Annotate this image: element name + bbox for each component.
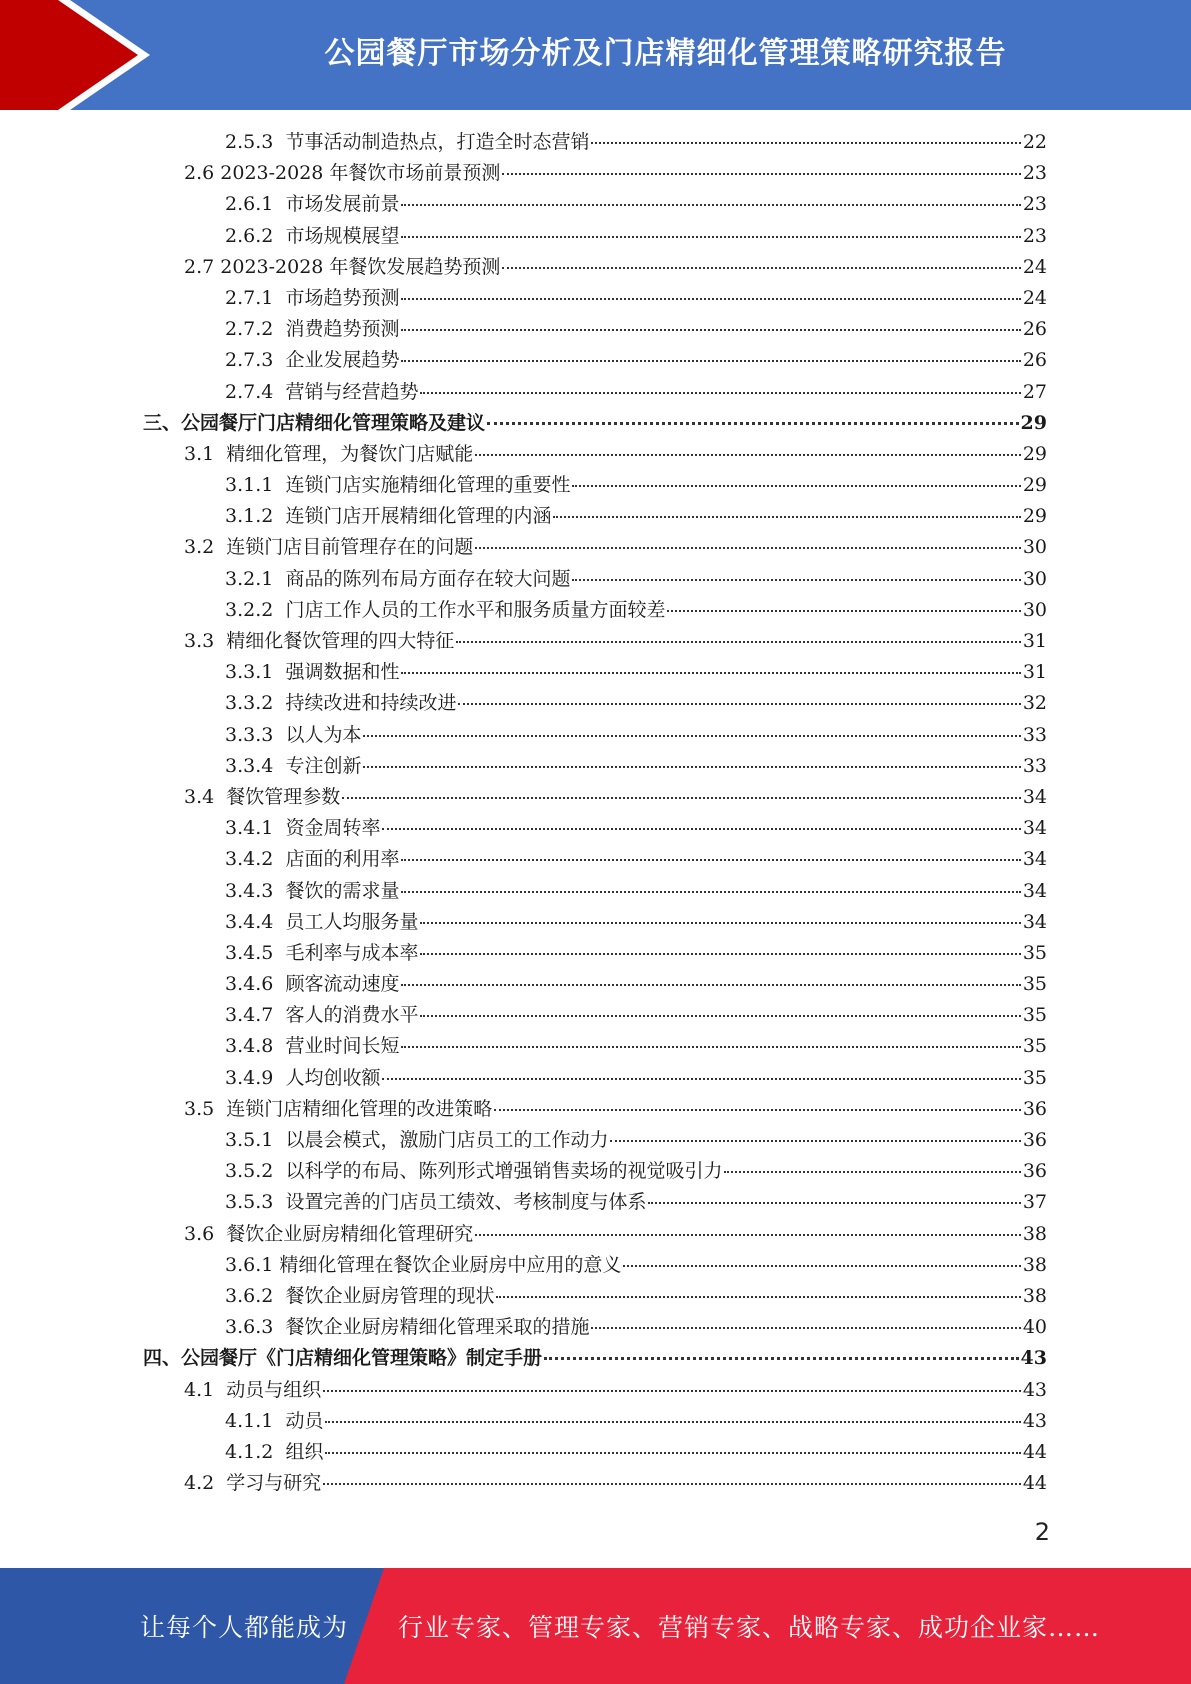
toc-entry-page: 34	[1022, 848, 1047, 871]
toc-entry-title: 连锁门店目前管理存在的问题	[226, 536, 474, 559]
toc-entry-title: 以科学的布局、陈列形式增强销售卖场的视觉吸引力	[285, 1160, 723, 1183]
toc-entry-page: 24	[1022, 255, 1047, 278]
toc-entry-page: 36	[1022, 1097, 1047, 1120]
toc-dot-leader	[572, 485, 1020, 487]
toc-dot-leader	[382, 1078, 1020, 1080]
toc-entry-number: 3.6.1	[225, 1253, 280, 1276]
toc-entry[interactable]	[0, 688, 1191, 719]
toc-entry[interactable]	[0, 252, 1191, 283]
toc-dot-leader	[382, 828, 1020, 830]
toc-dot-leader	[401, 1046, 1020, 1048]
toc-entry-title: 专注创新	[285, 754, 362, 777]
toc-entry-title: 消费趋势预测	[285, 318, 400, 341]
toc-entry[interactable]	[0, 1063, 1191, 1094]
toc-entry-number: 3.4.1	[225, 817, 286, 840]
toc-dot-leader	[401, 891, 1020, 893]
toc-dot-leader	[456, 641, 1021, 643]
toc-entry-title: 店面的利用率	[285, 848, 400, 871]
toc-dot-leader	[325, 1452, 1020, 1454]
toc-entry[interactable]	[0, 439, 1191, 470]
page-footer	[0, 1568, 1191, 1684]
toc-entry-title: 组织	[285, 1440, 324, 1463]
toc-entry[interactable]	[0, 501, 1191, 532]
toc-entry[interactable]	[0, 345, 1191, 376]
toc-entry-page: 23	[1022, 224, 1047, 247]
toc-entry-number: 3.6	[184, 1222, 227, 1245]
report-title: 公园餐厅市场分析及门店精细化管理策略研究报告	[324, 36, 1007, 71]
footer-slogan-right: 行业专家、管理专家、营销专家、战略专家、成功企业家……	[398, 1613, 1101, 1642]
toc-entry-number: 4.2	[184, 1472, 227, 1495]
toc-entry-page: 30	[1022, 598, 1047, 621]
toc-dot-leader	[420, 392, 1020, 394]
toc-entry-number: 3.2	[184, 536, 227, 559]
toc-entry-number: 3.4.5	[225, 941, 286, 964]
toc-entry-number: 四、	[143, 1347, 182, 1370]
toc-entry-page: 34	[1022, 879, 1047, 902]
toc-dot-leader	[420, 922, 1020, 924]
toc-entry[interactable]	[0, 1375, 1191, 1406]
toc-entry-page: 36	[1022, 1129, 1047, 1151]
footer-slogan-left: 让每个人都能成为	[140, 1613, 349, 1642]
toc-entry[interactable]	[0, 532, 1191, 563]
toc-entry[interactable]	[0, 907, 1191, 938]
toc-entry-title: 连锁门店精细化管理的改进策略	[226, 1097, 493, 1120]
toc-dot-leader	[401, 298, 1020, 300]
toc-entry-page: 43	[1020, 1347, 1047, 1370]
toc-entry-title: 资金周转率	[285, 817, 381, 840]
toc-entry-page: 37	[1022, 1191, 1047, 1214]
toc-entry-title: 设置完善的门店员工绩效、考核制度与体系	[285, 1191, 647, 1214]
toc-entry-number: 3.5.1	[225, 1129, 286, 1151]
toc-entry[interactable]	[0, 158, 1191, 189]
toc-entry-title: 动员	[285, 1409, 324, 1432]
toc-entry-page: 43	[1022, 1409, 1047, 1432]
toc-entry-title: 企业发展趋势	[285, 349, 400, 372]
toc-entry-number: 3.3.3	[225, 723, 286, 746]
toc-dot-leader	[401, 329, 1020, 331]
toc-entry-title: 营业时间长短	[285, 1035, 400, 1058]
toc-entry-title: 节事活动制造热点，打造全时态营销	[285, 131, 590, 153]
toc-entry-number: 3.1	[184, 442, 227, 465]
toc-dot-leader	[401, 984, 1020, 986]
toc-dot-leader	[325, 1421, 1020, 1423]
toc-entry-number: 3.4.8	[225, 1035, 286, 1058]
toc-dot-leader	[458, 703, 1020, 705]
toc-dot-leader	[553, 516, 1020, 518]
toc-entry-page: 35	[1022, 1004, 1047, 1027]
toc-entry[interactable]	[0, 751, 1191, 782]
toc-entry-page: 38	[1022, 1253, 1047, 1276]
toc-entry-number: 3.5.2	[225, 1160, 286, 1183]
toc-entry[interactable]	[0, 1094, 1191, 1125]
toc-entry-page: 43	[1022, 1378, 1047, 1401]
toc-entry-title: 连锁门店实施精细化管理的重要性	[285, 474, 571, 497]
toc-entry-page: 29	[1022, 474, 1047, 497]
toc-dot-leader	[363, 766, 1020, 768]
toc-entry-title: 精细化管理，为餐饮门店赋能	[226, 442, 474, 465]
toc-entry-page: 44	[1022, 1472, 1047, 1495]
toc-entry[interactable]	[0, 720, 1191, 751]
toc-dot-leader	[544, 1357, 1019, 1360]
toc-dot-leader	[401, 204, 1020, 206]
toc-entry-number: 3.6.2	[225, 1284, 286, 1307]
toc-entry-page: 33	[1022, 723, 1047, 746]
chevron-icon	[0, 0, 160, 110]
toc-entry[interactable]	[0, 408, 1191, 439]
toc-dot-leader	[475, 454, 1021, 456]
toc-entry[interactable]	[0, 127, 1191, 158]
toc-dot-leader	[591, 1327, 1020, 1329]
toc-entry[interactable]	[0, 1312, 1191, 1343]
toc-entry-number: 3.4.9	[225, 1066, 286, 1089]
toc-dot-leader	[475, 547, 1021, 549]
toc-entry-number: 2.7.2	[225, 318, 286, 341]
toc-entry[interactable]	[0, 470, 1191, 501]
toc-dot-leader	[342, 797, 1021, 799]
toc-entry[interactable]	[0, 782, 1191, 813]
toc-entry-page: 35	[1022, 1035, 1047, 1058]
page-number: 2	[1034, 1518, 1050, 1546]
toc-entry-page: 26	[1022, 318, 1047, 341]
toc-entry[interactable]	[0, 1000, 1191, 1031]
toc-entry-title: 餐饮管理参数	[226, 785, 341, 808]
toc-entry-title: 精细化餐饮管理的四大特征	[226, 630, 455, 652]
toc-dot-leader	[420, 1015, 1020, 1017]
toc-entry[interactable]	[0, 314, 1191, 345]
toc-entry-number: 3.6.3	[225, 1316, 286, 1339]
toc-entry-title: 餐饮企业厨房管理的现状	[285, 1284, 495, 1307]
toc-entry-number: 2.6.1	[225, 193, 286, 216]
toc-dot-leader	[667, 610, 1020, 612]
toc-entry-number: 3.4.7	[225, 1004, 286, 1027]
toc-dot-leader	[502, 173, 1020, 175]
toc-entry-title: 以人为本	[285, 723, 362, 746]
toc-entry-title: 餐饮企业厨房精细化管理研究	[226, 1222, 474, 1245]
toc-entry-number: 3.3.2	[225, 692, 286, 715]
toc-entry-title: 客人的消费水平	[285, 1004, 419, 1027]
toc-entry-title: 持续改进和持续改进	[285, 692, 457, 715]
toc-entry-title: 市场趋势预测	[285, 286, 400, 309]
toc-dot-leader	[475, 1234, 1021, 1236]
toc-entry-title: 员工人均服务量	[285, 910, 419, 933]
toc-dot-leader	[323, 1390, 1021, 1392]
toc-entry-number: 2.6.2	[225, 224, 286, 247]
toc-entry-title: 学习与研究	[226, 1472, 322, 1495]
toc-dot-leader	[648, 1202, 1020, 1204]
toc-entry[interactable]	[0, 1250, 1191, 1281]
toc-entry-number: 3.2.1	[225, 567, 286, 590]
toc-entry[interactable]	[0, 1437, 1191, 1468]
toc-dot-leader	[724, 1171, 1020, 1173]
toc-entry-title: 动员与组织	[226, 1378, 322, 1401]
toc-dot-leader	[572, 579, 1020, 581]
toc-entry-title: 市场规模展望	[285, 224, 400, 247]
toc-entry-number: 三、	[143, 411, 182, 434]
toc-entry[interactable]	[0, 564, 1191, 595]
toc-entry[interactable]	[0, 189, 1191, 220]
toc-entry-number: 2.7.4	[225, 380, 286, 403]
toc-entry[interactable]	[0, 1156, 1191, 1187]
toc-entry[interactable]	[0, 1031, 1191, 1062]
toc-entry-page: 29	[1022, 505, 1047, 528]
toc-entry[interactable]	[0, 626, 1191, 657]
toc-entry[interactable]	[0, 969, 1191, 1000]
toc-entry-title: 精细化管理在餐饮企业厨房中应用的意义	[279, 1253, 622, 1276]
toc-entry-page: 36	[1022, 1160, 1047, 1183]
toc-entry-page: 32	[1022, 692, 1047, 715]
table-of-contents	[0, 127, 1191, 1499]
toc-dot-leader	[487, 422, 1019, 425]
toc-entry-page: 38	[1022, 1284, 1047, 1307]
toc-entry-page: 35	[1022, 973, 1047, 996]
toc-entry-page: 35	[1022, 1066, 1047, 1089]
toc-entry[interactable]	[0, 1281, 1191, 1312]
toc-dot-leader	[420, 953, 1020, 955]
toc-entry-page: 35	[1022, 941, 1047, 964]
toc-entry-title: 人均创收额	[285, 1066, 381, 1089]
toc-entry[interactable]	[0, 1343, 1191, 1374]
toc-entry-page: 23	[1022, 162, 1047, 185]
toc-entry-number: 3.3	[184, 630, 227, 652]
toc-entry-title: 市场发展前景	[285, 193, 400, 216]
toc-entry-number: 3.1.1	[225, 474, 286, 497]
toc-entry-page: 29	[1022, 442, 1047, 465]
toc-entry[interactable]	[0, 1125, 1191, 1156]
toc-entry-title: 连锁门店开展精细化管理的内涵	[285, 505, 552, 528]
toc-entry-title: 强调数据和性	[285, 661, 400, 684]
toc-entry-page: 31	[1022, 661, 1047, 684]
toc-entry-title: 顾客流动速度	[285, 973, 400, 996]
toc-entry-number: 4.1.2	[225, 1440, 286, 1463]
toc-entry-title: 门店工作人员的工作水平和服务质量方面较差	[285, 598, 666, 621]
toc-entry-number: 3.5	[184, 1097, 227, 1120]
toc-entry-title: 营销与经营趋势	[285, 380, 419, 403]
toc-dot-leader	[401, 360, 1020, 362]
toc-entry-page: 30	[1022, 567, 1047, 590]
toc-entry-number: 3.3.1	[225, 661, 286, 684]
toc-entry-page: 40	[1022, 1316, 1047, 1339]
toc-entry[interactable]	[0, 876, 1191, 907]
toc-dot-leader	[401, 859, 1020, 861]
toc-entry-number: 2.5.3	[225, 131, 286, 153]
toc-entry-title: 以晨会模式，激励门店员工的工作动力	[285, 1129, 609, 1151]
toc-entry-number: 3.4	[184, 785, 227, 808]
toc-entry-title: 公园餐厅《门店精细化管理策略》制定手册	[181, 1347, 543, 1370]
toc-entry[interactable]	[0, 813, 1191, 844]
toc-entry[interactable]	[0, 1187, 1191, 1218]
toc-entry-number: 3.5.3	[225, 1191, 286, 1214]
toc-entry[interactable]	[0, 377, 1191, 408]
toc-entry[interactable]	[0, 844, 1191, 875]
toc-dot-leader	[401, 672, 1020, 674]
toc-dot-leader	[494, 1109, 1021, 1111]
toc-entry[interactable]	[0, 1406, 1191, 1437]
toc-dot-leader	[496, 1296, 1020, 1298]
toc-entry-number: 2.7.3	[225, 349, 286, 372]
toc-entry[interactable]	[0, 221, 1191, 252]
toc-entry-page: 26	[1022, 349, 1047, 372]
toc-entry-number: 2.7.1	[225, 286, 286, 309]
toc-entry-number: 3.1.2	[225, 505, 286, 528]
toc-entry-number: 4.1	[184, 1378, 227, 1401]
toc-entry-title: 公园餐厅门店精细化管理策略及建议	[181, 411, 486, 434]
toc-entry-number: 2.7	[184, 255, 221, 278]
toc-entry-page: 34	[1022, 817, 1047, 840]
toc-entry-title: 商品的陈列布局方面存在较大问题	[285, 567, 571, 590]
toc-entry[interactable]	[0, 657, 1191, 688]
toc-entry-number: 3.2.2	[225, 598, 286, 621]
toc-entry[interactable]	[0, 1468, 1191, 1499]
toc-entry-page: 31	[1022, 630, 1047, 652]
toc-entry-page: 23	[1022, 193, 1047, 216]
toc-dot-leader	[401, 236, 1020, 238]
toc-entry-number: 3.3.4	[225, 754, 286, 777]
toc-entry-page: 30	[1022, 536, 1047, 559]
toc-entry[interactable]	[0, 938, 1191, 969]
toc-entry[interactable]	[0, 595, 1191, 626]
toc-dot-leader	[323, 1483, 1021, 1485]
toc-entry-number: 3.4.4	[225, 910, 286, 933]
toc-entry-page: 27	[1022, 380, 1047, 403]
toc-entry-number: 4.1.1	[225, 1409, 286, 1432]
toc-entry-page: 29	[1020, 411, 1047, 434]
toc-entry-page: 38	[1022, 1222, 1047, 1245]
toc-entry-number: 2.6	[184, 162, 221, 185]
toc-dot-leader	[502, 267, 1020, 269]
toc-entry-page: 24	[1022, 286, 1047, 309]
toc-entry-page: 34	[1022, 785, 1047, 808]
toc-entry-number: 3.4.6	[225, 973, 286, 996]
toc-entry-page: 33	[1022, 754, 1047, 777]
toc-entry-page: 22	[1022, 131, 1047, 153]
page-header	[0, 0, 1191, 110]
toc-entry[interactable]	[0, 283, 1191, 314]
toc-entry-title: 餐饮企业厨房精细化管理采取的措施	[285, 1316, 590, 1339]
toc-dot-leader	[610, 1140, 1020, 1142]
toc-dot-leader	[363, 735, 1020, 737]
toc-entry-page: 44	[1022, 1440, 1047, 1463]
toc-entry-title: 餐饮的需求量	[285, 879, 400, 902]
toc-entry-page: 34	[1022, 910, 1047, 933]
toc-entry-title: 毛利率与成本率	[285, 941, 419, 964]
toc-entry[interactable]	[0, 1219, 1191, 1250]
toc-entry-title: 2023-2028 年餐饮发展趋势预测	[220, 255, 501, 278]
toc-entry-number: 3.4.3	[225, 879, 286, 902]
toc-entry-number: 3.4.2	[225, 848, 286, 871]
toc-dot-leader	[591, 142, 1020, 144]
toc-entry-title: 2023-2028 年餐饮市场前景预测	[220, 162, 501, 185]
toc-dot-leader	[623, 1265, 1020, 1267]
